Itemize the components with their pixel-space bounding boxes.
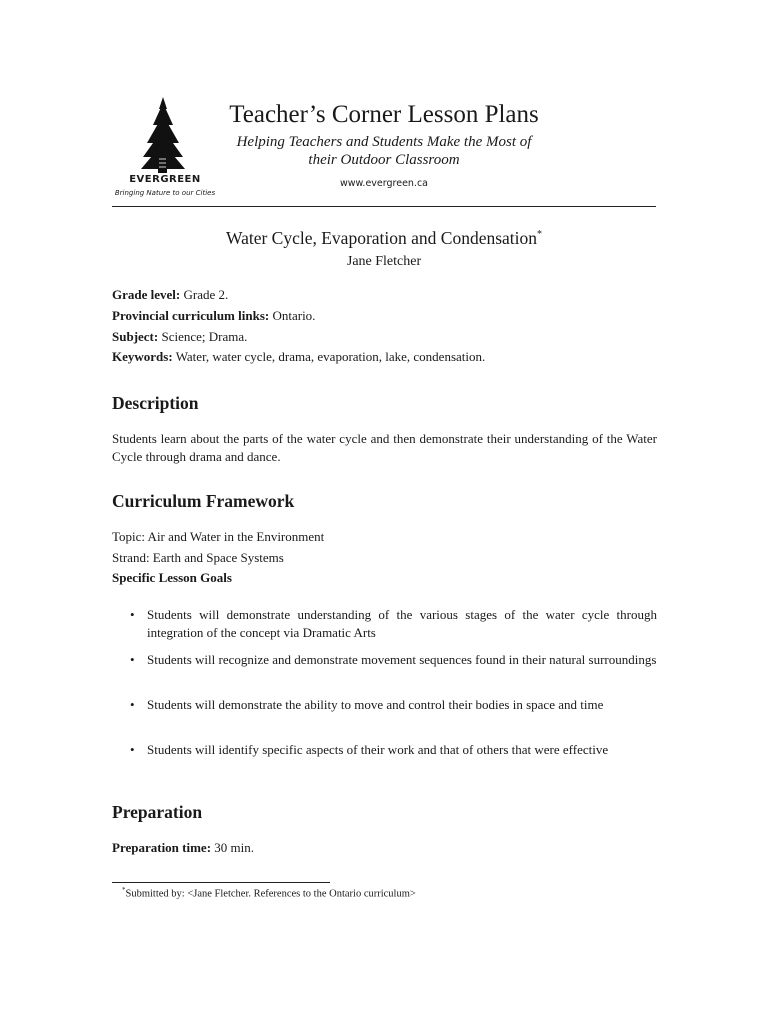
- meta-value: Science; Drama.: [161, 329, 248, 344]
- meta-keywords: [112, 349, 672, 365]
- preparation-heading: Preparation: [112, 802, 203, 822]
- list-item: [130, 606, 657, 641]
- meta-value: Grade 2.: [183, 287, 229, 302]
- meta-label: Provincial curriculum links:: [112, 308, 270, 323]
- logo-name: EVERGREEN: [129, 174, 201, 185]
- curriculum-topic: Topic: Air and Water in the Environment: [112, 529, 325, 544]
- document-author: Jane Fletcher: [346, 254, 422, 269]
- list-item: [130, 651, 657, 669]
- meta-label: Keywords:: [112, 349, 173, 364]
- footnote-divider: [112, 882, 330, 883]
- logo-tagline: Bringing Nature to our Cities: [114, 189, 216, 197]
- meta-value: Water, water cycle, drama, evaporation, lake, condensation.: [175, 349, 486, 364]
- description-text: Students learn about the parts of the water cycle and then demonstrate their understanding of the Water Cycle through drama and dance.: [112, 431, 657, 464]
- description-heading: Description: [112, 393, 199, 413]
- header-url-link[interactable]: www.evergreen.ca: [339, 178, 428, 189]
- preparation-time-label: Preparation time:: [112, 840, 212, 855]
- header-divider: [112, 206, 656, 207]
- footnote-mark: *: [122, 886, 126, 894]
- bullet-icon: •: [130, 607, 135, 622]
- document-title: [112, 228, 656, 249]
- preparation-time: [112, 840, 672, 856]
- header-subtitle-line1: Helping Teachers and Students Make the Most of: [236, 134, 532, 150]
- meta-label: Grade level:: [112, 287, 181, 302]
- list-item: [130, 741, 657, 759]
- goal-text: Students will demonstrate understanding of the various stages of the water cycle through integration of the concept via Dramatic Arts: [147, 607, 657, 640]
- meta-grade-level: [112, 287, 672, 303]
- goals-heading: Specific Lesson Goals: [112, 570, 232, 585]
- meta-value: Ontario.: [272, 308, 316, 323]
- meta-curriculum-links: [112, 308, 672, 324]
- meta-label: Subject:: [112, 329, 159, 344]
- footnote: [122, 886, 416, 900]
- bullet-icon: •: [130, 697, 135, 712]
- curriculum-heading: Curriculum Framework: [112, 491, 295, 511]
- header-title: Teacher’s Corner Lesson Plans: [229, 101, 539, 128]
- curriculum-strand: Strand: Earth and Space Systems: [112, 550, 284, 565]
- list-item: [130, 696, 657, 714]
- header-subtitle: [200, 133, 568, 169]
- meta-subject: [112, 329, 672, 345]
- goal-text: Students will recognize and demonstrate movement sequences found in their natural surroundings: [147, 652, 657, 667]
- bullet-icon: •: [130, 652, 135, 667]
- goal-text: Students will identify specific aspects of their work and that of others that were effective: [147, 742, 609, 757]
- preparation-time-value: 30 min.: [214, 840, 255, 855]
- goal-text: Students will demonstrate the ability to move and control their bodies in space and time: [147, 697, 604, 712]
- footnote-ref[interactable]: *: [537, 229, 543, 241]
- header-subtitle-line2: their Outdoor Classroom: [308, 152, 460, 168]
- footnote-text: Submitted by: <Jane Fletcher. References to the Ontario curriculum>: [125, 888, 416, 900]
- bullet-icon: •: [130, 742, 135, 757]
- document-title-text: Water Cycle, Evaporation and Condensation: [225, 228, 538, 248]
